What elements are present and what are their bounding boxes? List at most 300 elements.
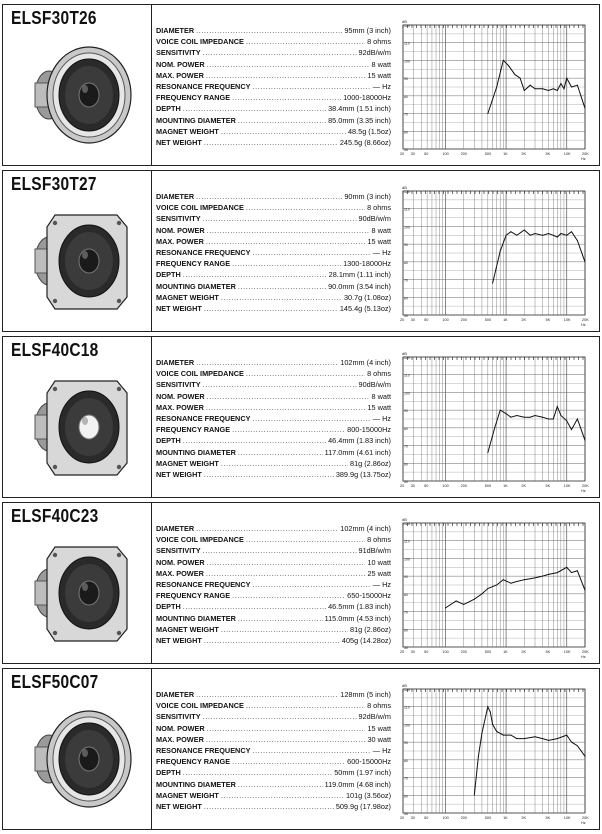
spec-label: NOM. POWER: [156, 391, 205, 401]
spec-value: 15 watt: [367, 70, 391, 80]
spec-row-sensitivity: [156, 711, 391, 722]
x-tick-label: 10K: [563, 484, 571, 488]
spec-list: [156, 25, 391, 148]
spec-row-impedance: [156, 36, 391, 47]
x-tick-label: 1K: [503, 318, 508, 322]
speaker-row: [2, 170, 600, 332]
spec-row-mount: [156, 779, 391, 790]
spec-label: MAGNET WEIGHT: [156, 624, 219, 634]
response-point: [542, 738, 543, 739]
response-point: [516, 415, 517, 416]
leader-dots: [252, 247, 370, 258]
spec-row-resonance: [156, 745, 391, 756]
response-point: [571, 87, 572, 88]
response-point: [516, 581, 517, 582]
response-point: [510, 583, 511, 584]
response-point: [463, 604, 464, 605]
leader-dots: [221, 790, 344, 801]
x-tick-label: 20K: [582, 650, 589, 654]
response-point: [557, 237, 558, 238]
response-point: [553, 235, 554, 236]
leader-dots: [232, 756, 345, 767]
leader-dots: [246, 700, 365, 711]
spec-row-depth: [156, 767, 391, 778]
leader-dots: [183, 601, 326, 612]
y-tick-label: 100: [404, 59, 410, 64]
spec-label: MAGNET WEIGHT: [156, 458, 219, 468]
y-tick-label: 120: [404, 190, 410, 194]
spec-row-diameter: [156, 191, 391, 202]
response-point: [492, 283, 493, 284]
x-tick-label: 30: [410, 650, 415, 654]
leader-dots: [252, 745, 370, 756]
spec-row-impedance: [156, 534, 391, 545]
column-divider: [151, 337, 152, 497]
response-point: [445, 608, 446, 609]
speaker-row: [2, 336, 600, 498]
x-tick-label: 1K: [503, 816, 508, 820]
x-tick-label: 100: [442, 650, 449, 654]
spec-value: 28.1mm (1.11 inch): [328, 270, 391, 280]
y-tick-label: 60: [404, 628, 408, 633]
spec-value: — Hz: [372, 248, 391, 258]
spec-value: 81g (2.86oz): [350, 624, 391, 634]
response-point: [585, 756, 586, 757]
spec-row-magnet: [156, 292, 391, 303]
response-point: [530, 417, 531, 418]
spec-label: MOUNTING DIAMETER: [156, 281, 236, 291]
spec-row-impedance: [156, 368, 391, 379]
response-point: [524, 230, 525, 231]
leader-dots: [207, 557, 366, 568]
leader-dots: [246, 368, 365, 379]
spec-label: MOUNTING DIAMETER: [156, 613, 236, 623]
response-point: [481, 733, 482, 734]
response-point: [553, 419, 554, 420]
leader-dots: [206, 70, 366, 81]
response-point: [548, 233, 549, 234]
response-point: [487, 706, 488, 707]
spec-row-magnet: [156, 790, 391, 801]
spec-label: MOUNTING DIAMETER: [156, 447, 236, 457]
spec-value: 15 watt: [367, 402, 391, 412]
leader-dots: [196, 357, 338, 368]
x-tick-label: 2K: [521, 152, 526, 156]
spec-row-sensitivity: [156, 545, 391, 556]
spec-label: RESONANCE FREQUENCY: [156, 746, 251, 756]
spec-value: 8 ohms: [367, 369, 391, 379]
chart-container: [395, 679, 595, 827]
spec-row-nom-power: [156, 391, 391, 402]
spec-row-impedance: [156, 700, 391, 711]
x-tick-label: 100: [442, 318, 449, 322]
leader-dots: [238, 779, 323, 790]
response-point: [577, 570, 578, 571]
spec-row-depth: [156, 269, 391, 280]
leader-dots: [221, 292, 342, 303]
x-tick-label: 200: [460, 650, 468, 654]
x-tick-label: 5K: [545, 152, 551, 156]
spec-row-mount: [156, 613, 391, 624]
leader-dots: [221, 624, 348, 635]
spec-label: MAX. POWER: [156, 70, 204, 80]
spec-value: 25 watt: [367, 568, 391, 578]
spec-row-mount: [156, 281, 391, 292]
column-divider: [151, 5, 152, 165]
y-tick-label: 120: [404, 24, 410, 28]
spec-value: 85.0mm (3.35 inch): [328, 115, 391, 125]
leader-dots: [207, 391, 370, 402]
spec-row-net: [156, 303, 391, 314]
spec-label: MAGNET WEIGHT: [156, 292, 219, 302]
response-point: [496, 87, 497, 88]
response-point: [548, 419, 549, 420]
leader-dots: [246, 534, 365, 545]
spec-label: DIAMETER: [156, 690, 195, 699]
response-point: [553, 88, 554, 89]
x-tick-label: 1K: [503, 484, 508, 488]
leader-dots: [204, 469, 334, 480]
spec-value: 115.0mm (4.53 inch): [324, 613, 391, 623]
x-tick-label: 20: [400, 152, 405, 156]
response-point: [585, 261, 586, 262]
y-tick-label: 70: [404, 776, 408, 781]
x-tick-label: 20: [400, 318, 405, 322]
x-tick-label: 1K: [503, 152, 508, 156]
response-point: [524, 417, 525, 418]
x-tick-label: 500: [484, 152, 492, 156]
db-axis-label: dB: [402, 683, 407, 688]
response-point: [560, 233, 561, 234]
response-point: [560, 415, 561, 416]
spec-value: 15 watt: [367, 723, 391, 733]
spec-label: RESONANCE FREQUENCY: [156, 82, 251, 92]
leader-dots: [238, 281, 326, 292]
leader-dots: [203, 213, 357, 224]
leader-dots: [203, 711, 357, 722]
leader-dots: [183, 767, 332, 778]
spec-value: — Hz: [372, 414, 391, 424]
y-tick-label: 120: [404, 522, 410, 526]
response-point: [566, 78, 567, 79]
leader-dots: [203, 47, 357, 58]
response-point: [524, 738, 525, 739]
response-point: [496, 585, 497, 586]
response-point: [557, 572, 558, 573]
spec-row-max-power: [156, 734, 391, 745]
leader-dots: [206, 402, 366, 413]
chart-container: [395, 347, 595, 495]
response-point: [566, 735, 567, 736]
spec-value: 119.0mm (4.68 inch): [324, 779, 391, 789]
spec-value: 92dB/w/m: [358, 712, 391, 722]
leader-dots: [252, 81, 370, 92]
x-tick-label: 5K: [545, 484, 551, 488]
x-tick-label: 50: [424, 484, 429, 488]
spec-row-freq-range: [156, 258, 391, 269]
spec-label: NOM. POWER: [156, 59, 205, 69]
x-tick-label: 5K: [545, 816, 551, 820]
y-tick-label: 80: [404, 260, 408, 265]
spec-label: DEPTH: [156, 768, 181, 778]
leader-dots: [196, 689, 338, 700]
chart-container: [395, 513, 595, 661]
response-point: [557, 90, 558, 91]
y-tick-label: 110: [404, 539, 410, 544]
db-axis-label: dB: [402, 517, 407, 522]
x-tick-label: 5K: [545, 650, 551, 654]
column-divider: [151, 669, 152, 829]
spec-label: DEPTH: [156, 436, 181, 446]
y-tick-label: 50: [404, 314, 408, 318]
speaker-image: [21, 365, 133, 483]
response-point: [585, 108, 586, 109]
chart-container: [395, 15, 595, 163]
response-point: [566, 235, 567, 236]
spec-value: 15 watt: [367, 236, 391, 246]
spec-value: 50mm (1.97 inch): [334, 768, 391, 778]
spec-label: NOM. POWER: [156, 225, 205, 235]
y-tick-label: 100: [404, 391, 410, 396]
response-point: [487, 113, 488, 114]
spec-value: 405g (14.28oz): [341, 636, 391, 646]
spec-value: 8 watt: [371, 59, 391, 69]
spec-label: SENSITIVITY: [156, 48, 201, 58]
leader-dots: [232, 424, 345, 435]
leader-dots: [238, 447, 323, 458]
response-point: [524, 90, 525, 91]
leader-dots: [183, 269, 327, 280]
speaker-photo: [21, 697, 133, 815]
response-point: [577, 85, 578, 86]
y-tick-label: 70: [404, 112, 408, 117]
response-point: [548, 90, 549, 91]
spec-row-nom-power: [156, 723, 391, 734]
leader-dots: [206, 734, 366, 745]
response-point: [494, 427, 495, 428]
spec-row-net: [156, 801, 391, 812]
x-tick-label: 50: [424, 816, 429, 820]
spec-row-magnet: [156, 624, 391, 635]
x-tick-label: 500: [484, 318, 492, 322]
spec-value: 117.0mm (4.61 inch): [324, 447, 391, 457]
leader-dots: [232, 258, 341, 269]
response-point: [500, 251, 501, 252]
y-tick-label: 110: [404, 373, 410, 378]
spec-value: 46.5mm (1.83 inch): [328, 602, 391, 612]
chart-container: [395, 181, 595, 329]
leader-dots: [238, 115, 326, 126]
x-tick-label: 50: [424, 152, 429, 156]
db-axis-label: dB: [402, 19, 407, 24]
spec-label: FREQUENCY RANGE: [156, 591, 231, 601]
spec-label: MOUNTING DIAMETER: [156, 779, 236, 789]
response-point: [503, 735, 504, 736]
response-point: [490, 712, 491, 713]
spec-value: 8 watt: [371, 391, 391, 401]
y-tick-label: 100: [404, 557, 410, 562]
spec-label: DEPTH: [156, 602, 181, 612]
response-point: [548, 574, 549, 575]
spec-value: 8 ohms: [367, 37, 391, 47]
y-tick-label: 90: [404, 409, 408, 414]
response-point: [571, 742, 572, 743]
model-name: ELSF30T26: [11, 8, 97, 28]
spec-row-net: [156, 635, 391, 646]
spec-value: — Hz: [372, 580, 391, 590]
spec-row-max-power: [156, 70, 391, 81]
spec-label: NET WEIGHT: [156, 470, 202, 480]
leader-dots: [204, 303, 338, 314]
response-point: [560, 83, 561, 84]
x-tick-label: 20: [400, 816, 405, 820]
x-tick-label: 20K: [582, 318, 589, 322]
x-tick-label: 200: [460, 318, 468, 322]
leader-dots: [207, 225, 370, 236]
spec-label: NOM. POWER: [156, 723, 205, 733]
spec-value: 1300-18000Hz: [343, 259, 391, 269]
spec-value: — Hz: [372, 746, 391, 756]
spec-value: 81g (2.86oz): [350, 458, 391, 468]
spec-row-sensitivity: [156, 213, 391, 224]
y-tick-label: 120: [404, 356, 410, 360]
x-tick-label: 1K: [503, 650, 508, 654]
leader-dots: [207, 59, 370, 70]
speaker-row: [2, 4, 600, 166]
leader-dots: [207, 723, 366, 734]
spec-list: [156, 689, 391, 812]
response-point: [474, 599, 475, 600]
spec-label: MAX. POWER: [156, 734, 204, 744]
spec-label: SENSITIVITY: [156, 546, 201, 556]
spec-row-net: [156, 137, 391, 148]
x-tick-label: 30: [410, 318, 415, 322]
x-tick-label: 500: [484, 484, 492, 488]
x-tick-label: 200: [460, 152, 468, 156]
spec-value: 30.7g (1.08oz): [343, 292, 391, 302]
spec-label: VOICE COIL IMPEDANCE: [156, 701, 244, 711]
y-tick-label: 50: [404, 646, 408, 650]
leader-dots: [204, 801, 334, 812]
leader-dots: [204, 137, 338, 148]
spec-value: 102mm (4 inch): [340, 524, 391, 533]
response-point: [487, 588, 488, 589]
speaker-photo: [21, 531, 133, 649]
response-point: [478, 756, 479, 757]
spec-label: NET WEIGHT: [156, 636, 202, 646]
response-point: [535, 736, 536, 737]
spec-label: VOICE COIL IMPEDANCE: [156, 37, 244, 47]
response-point: [508, 65, 509, 66]
speaker-image: [21, 531, 133, 649]
response-point: [571, 231, 572, 232]
y-tick-label: 100: [404, 225, 410, 230]
spec-value: — Hz: [372, 82, 391, 92]
response-point: [535, 88, 536, 89]
spec-row-nom-power: [156, 225, 391, 236]
spec-row-max-power: [156, 402, 391, 413]
spec-label: DEPTH: [156, 104, 181, 114]
spec-row-depth: [156, 601, 391, 612]
x-tick-label: 500: [484, 816, 492, 820]
x-tick-label: 100: [442, 152, 449, 156]
response-point: [510, 231, 511, 232]
y-tick-label: 90: [404, 243, 408, 248]
spec-label: DEPTH: [156, 270, 181, 280]
spec-value: 38.4mm (1.51 inch): [328, 104, 391, 114]
leader-dots: [183, 103, 326, 114]
y-tick-label: 60: [404, 794, 408, 799]
spec-label: MAX. POWER: [156, 568, 204, 578]
x-tick-label: 50: [424, 650, 429, 654]
spec-label: MAX. POWER: [156, 402, 204, 412]
hz-axis-label: Hz: [581, 157, 586, 161]
x-tick-label: 20K: [582, 152, 589, 156]
spec-row-max-power: [156, 568, 391, 579]
leader-dots: [196, 191, 342, 202]
y-tick-label: 110: [404, 207, 410, 212]
x-tick-label: 30: [410, 816, 415, 820]
response-point: [530, 235, 531, 236]
spec-row-diameter: [156, 689, 391, 700]
spec-value: 8 watt: [371, 225, 391, 235]
x-tick-label: 30: [410, 152, 415, 156]
response-point: [503, 579, 504, 580]
leader-dots: [232, 92, 341, 103]
y-tick-label: 120: [404, 688, 410, 692]
leader-dots: [221, 126, 346, 137]
response-point: [535, 415, 536, 416]
spec-label: VOICE COIL IMPEDANCE: [156, 369, 244, 379]
spec-label: MAX. POWER: [156, 236, 204, 246]
y-tick-label: 50: [404, 480, 408, 484]
spec-label: SENSITIVITY: [156, 380, 201, 390]
response-point: [557, 406, 558, 407]
spec-label: FREQUENCY RANGE: [156, 259, 231, 269]
response-point: [500, 410, 501, 411]
leader-dots: [203, 545, 357, 556]
spec-row-diameter: [156, 357, 391, 368]
spec-row-depth: [156, 103, 391, 114]
response-point: [542, 417, 543, 418]
spec-row-resonance: [156, 413, 391, 424]
response-point: [516, 235, 517, 236]
speaker-image: [21, 33, 133, 151]
response-point: [516, 738, 517, 739]
x-tick-label: 2K: [521, 816, 526, 820]
leader-dots: [232, 590, 345, 601]
leader-dots: [221, 458, 348, 469]
spec-value: 600-15000Hz: [347, 757, 391, 767]
response-point: [514, 74, 515, 75]
x-tick-label: 20: [400, 484, 405, 488]
response-point: [506, 235, 507, 236]
spec-label: FREQUENCY RANGE: [156, 425, 231, 435]
spec-label: VOICE COIL IMPEDANCE: [156, 535, 244, 545]
spec-value: 245.5g (8.66oz): [339, 138, 391, 148]
spec-label: NET WEIGHT: [156, 802, 202, 812]
y-tick-label: 110: [404, 41, 410, 46]
y-tick-label: 50: [404, 812, 408, 816]
response-point: [577, 240, 578, 241]
leader-dots: [246, 202, 365, 213]
spec-row-diameter: [156, 25, 391, 36]
spec-label: RESONANCE FREQUENCY: [156, 580, 251, 590]
leader-dots: [246, 36, 365, 47]
spec-row-freq-range: [156, 424, 391, 435]
spec-value: 389.9g (13.75oz): [335, 470, 391, 480]
frequency-response-chart: [395, 347, 595, 495]
